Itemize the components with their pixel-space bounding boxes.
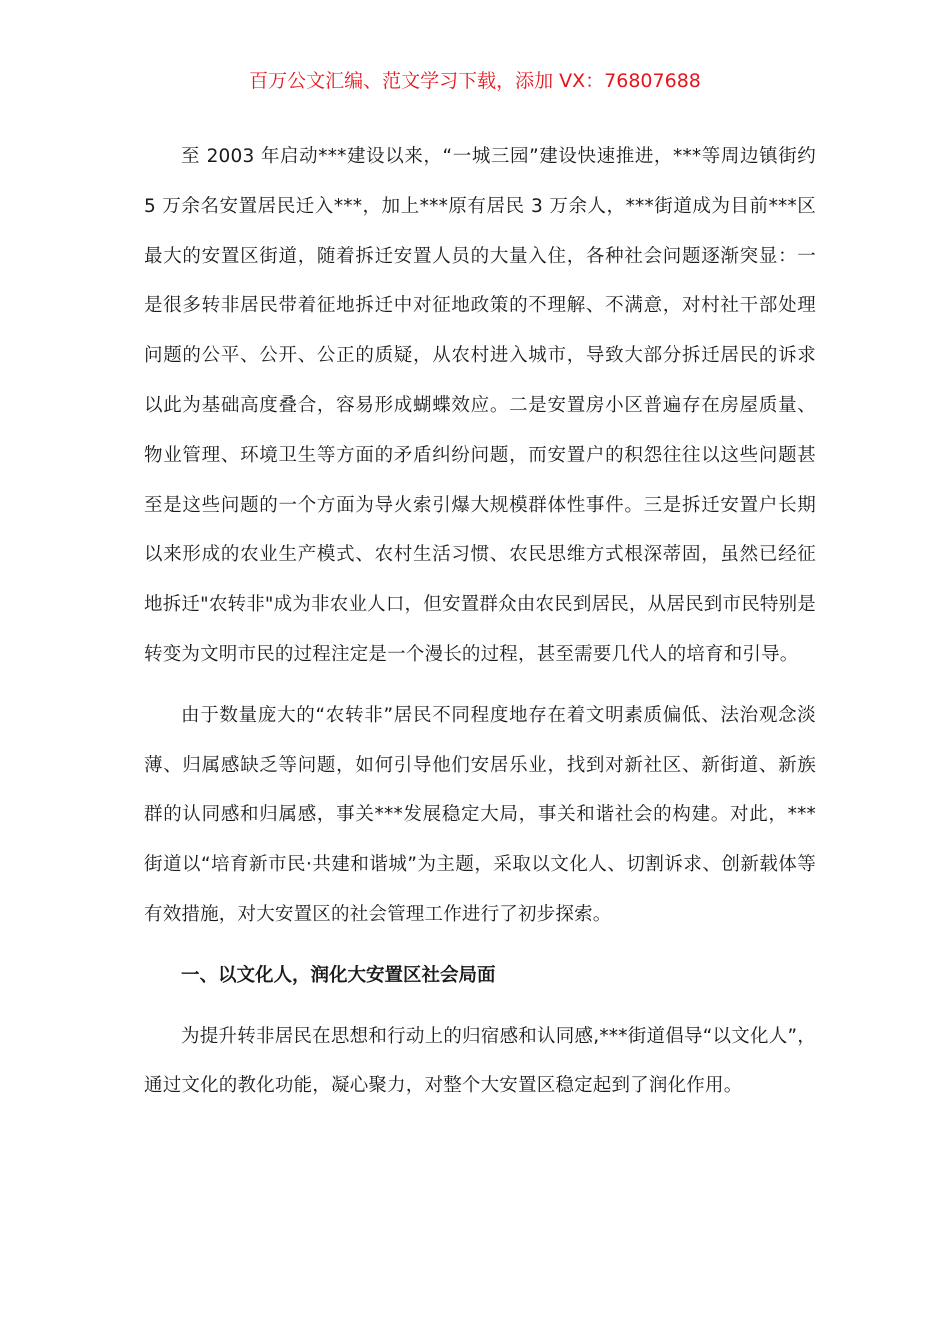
document-body bbox=[144, 132, 816, 1111]
section-heading: 一、以文化人，润化大安置区社会局面 bbox=[181, 964, 496, 986]
header-banner: 百万公文汇编、范文学习下载，添加 VX：76807688 bbox=[249, 70, 701, 92]
body-paragraph-1: 至 2003 年启动***建设以来，“一城三园”建设快速推进，***等周边镇街约 5 万余名安置居民迁入***，加上***原有居民 3 万余人，***街道成为目前***区最大的安置区街道，随着拆迁安置人员的大量入住，各种社会问题逐渐突显：一是很多转非居民带着征地拆迁中对征地政策的不理解、不满意，对村社干部处理问题的公平、公开、公正的质疑，从农村进入城市，导致大部分拆迁居民的诉求以此为基础高度叠合，容易形成蝴蝶效应。二是安置房小区普遍存在房屋质量、物业管理、环境卫生等方面的矛盾纠纷问题，而安置户的积怨往往以这些问题甚至是这些问题的一个方面为导火索引爆大规模群体性事件。三是拆迁安置户长期以来形成的农业生产模式、农村生活习惯、农民思维方式根深蒂固，虽然已经征地拆迁"农转非"成为非农业人口，但安置群众由农民到居民，从居民到市民特别是转变为文明市民的过程注定是一个漫长的过程，甚至需要几代人的培育和引导。 bbox=[144, 146, 816, 665]
body-paragraph-2: 由于数量庞大的“农转非”居民不同程度地存在着文明素质偏低、法治观念淡薄、归属感缺乏等问题，如何引导他们安居乐业，找到对新社区、新街道、新族群的认同感和归属感，事关***发展稳定大局，事关和谐社会的构建。对此，***街道以“培育新市民·共建和谐城”为主题，采取以文化人、切割诉求、创新载体等有效措施，对大安置区的社会管理工作进行了初步探索。 bbox=[144, 704, 816, 925]
section-paragraph: 为提升转非居民在思想和行动上的归宿感和认同感,***街道倡导“以文化人”，通过文化的教化功能，凝心聚力，对整个大安置区稳定起到了润化作用。 bbox=[144, 1025, 816, 1097]
